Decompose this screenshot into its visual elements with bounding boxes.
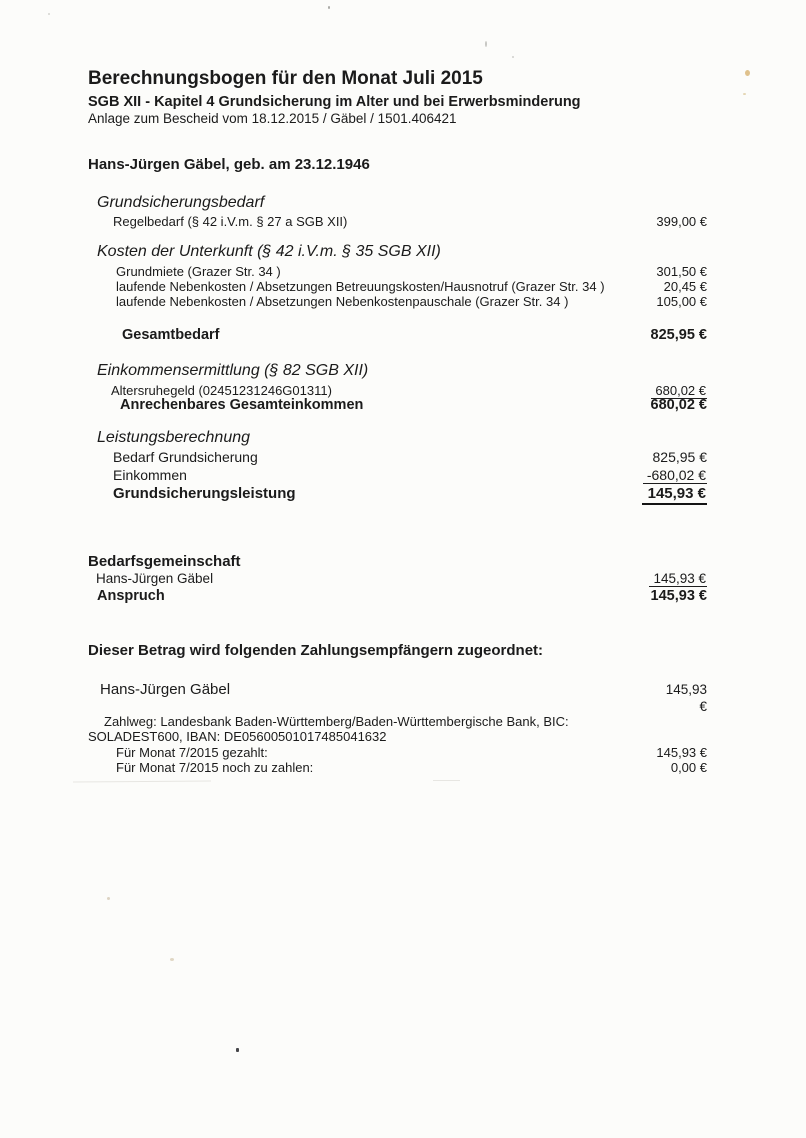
total-amount: 825,95 € (650, 327, 707, 343)
total-label: Gesamtbedarf (122, 327, 220, 343)
scan-speck (745, 70, 750, 76)
row-amount-underlined: 145,93 € (649, 571, 707, 587)
total-amount: 680,02 € (650, 397, 707, 413)
row-anspruch (88, 588, 708, 605)
row-amount: 825,95 € (652, 449, 707, 465)
section-header-bedarfsgemeinschaft: Bedarfsgemeinschaft (88, 553, 241, 570)
zahlweg-line-1: Zahlweg: Landesbank Baden-Württemberg/Baden-Württembergische Bank, BIC: (104, 714, 569, 729)
row-nebenkosten-pauschale (88, 294, 708, 309)
scan-speck (743, 93, 746, 95)
scan-speck (512, 56, 514, 58)
row-amount: 0,00 € (670, 760, 707, 775)
scan-speck (170, 958, 174, 961)
section-header-kosten-unterkunft: Kosten der Unterkunft (§ 42 i.V.m. § 35 SGB XII) (97, 243, 441, 260)
total-amount: 145,93 € (650, 588, 707, 604)
row-amount: 301,50 € (656, 264, 707, 279)
row-amount: 20,45 € (663, 279, 707, 294)
row-nebenkosten-betreuung (88, 279, 708, 294)
row-grundmiete (88, 264, 708, 279)
row-anrechenbares-gesamteinkommen (88, 397, 708, 414)
recipient-name: Hans-Jürgen Gäbel (100, 681, 231, 698)
row-bg-person (88, 571, 708, 587)
payment-heading: Dieser Betrag wird folgenden Zahlungsempfängern zugeordnet: (88, 642, 544, 659)
scan-streak (73, 781, 211, 783)
row-label: Altersruhegeld (02451231246G01311) (111, 383, 332, 398)
total-label: Anspruch (97, 588, 165, 604)
row-label: Für Monat 7/2015 noch zu zahlen: (116, 760, 314, 775)
section-header-einkommensermittlung: Einkommensermittlung (§ 82 SGB XII) (97, 362, 369, 379)
row-gezahlt (88, 745, 708, 760)
row-label: Einkommen (113, 467, 187, 483)
scan-speck (328, 6, 330, 9)
total-label: Grundsicherungsleistung (113, 485, 296, 502)
page-title: Berechnungsbogen für den Monat Juli 2015 (88, 68, 483, 89)
scan-speck (107, 897, 110, 900)
row-label: Grundmiete (Grazer Str. 34 ) (116, 264, 281, 279)
scan-speck (485, 41, 487, 47)
reference-line: Anlage zum Bescheid vom 18.12.2015 / Gäbel / 1501.406421 (88, 111, 457, 126)
row-amount: 399,00 € (656, 214, 707, 229)
recipient-amount: 145,93 € (665, 682, 707, 714)
scan-speck (48, 13, 50, 15)
zahlweg-line-2: SOLADEST600, IBAN: DE05600501017485041632 (88, 729, 387, 744)
person-line: Hans-Jürgen Gäbel, geb. am 23.12.1946 (88, 156, 370, 173)
total-label: Anrechenbares Gesamteinkommen (120, 397, 364, 413)
section-header-leistungsberechnung: Leistungsberechnung (97, 429, 251, 446)
row-label: laufende Nebenkosten / Absetzungen Betreuungskosten/Hausnotruf (Grazer Str. 34 ) (116, 279, 605, 294)
row-label: laufende Nebenkosten / Absetzungen Nebenkostenpauschale (Grazer Str. 34 ) (116, 294, 569, 309)
row-amount: 105,00 € (656, 294, 707, 309)
total-amount-underlined: 145,93 € (642, 485, 707, 505)
row-grundsicherungsleistung (88, 485, 708, 503)
row-amount-underlined: -680,02 € (643, 467, 707, 484)
row-bedarf-grundsicherung (88, 449, 708, 466)
row-einkommen (88, 467, 708, 484)
row-label: Hans-Jürgen Gäbel (96, 571, 214, 586)
page-subtitle: SGB XII - Kapitel 4 Grundsicherung im Alter und bei Erwerbsminderung (88, 94, 581, 110)
row-amount-underlined: 680,02 € (651, 383, 707, 399)
row-label: Für Monat 7/2015 gezahlt: (116, 745, 268, 760)
row-amount: 145,93 € (656, 745, 707, 760)
row-label: Regelbedarf (§ 42 i.V.m. § 27 a SGB XII) (113, 214, 348, 229)
section-header-grundsicherungsbedarf: Grundsicherungsbedarf (97, 194, 265, 211)
scan-streak (433, 780, 460, 781)
row-gesamtbedarf (88, 327, 708, 344)
row-label: Bedarf Grundsicherung (113, 449, 258, 465)
row-regelbedarf (88, 214, 708, 229)
row-noch-zu-zahlen (88, 760, 708, 775)
scan-speck (236, 1048, 239, 1052)
row-payment-recipient (88, 681, 708, 714)
